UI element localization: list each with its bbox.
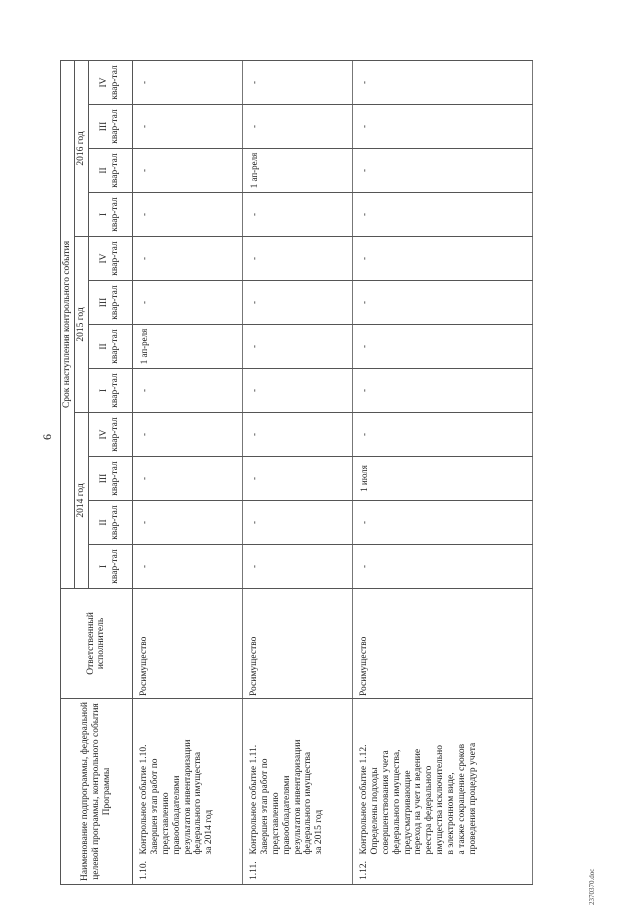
event-name-line: Завершен этап работ по [259,758,270,855]
responsible-executor: Росимущество [352,588,532,698]
quarter-cell: - [132,236,242,280]
responsible-executor: Росимущество [242,588,352,698]
quarter-label: квар-тал [110,153,121,188]
table-row [242,60,352,884]
event-name-line: реестра федерального [424,765,435,855]
event-name-line: результатов инвентаризации [292,739,303,855]
deadline-header: Срок наступления контрольного события [61,60,75,588]
table-header [61,60,133,884]
quarter-label: квар-тал [110,505,121,540]
row-number: 1.12. [352,857,532,885]
quarter-numeral: III [99,473,110,484]
quarter-numeral: III [99,297,110,308]
page-number: 6 [40,434,54,440]
event-name-line: Контрольное событие 1.11. [248,744,259,855]
event-name-line: а также сокращение сроков [457,743,468,855]
quarter-cell: - [132,412,242,456]
event-name-line: за 2015 год [314,809,325,855]
quarter-cell: - [242,412,352,456]
quarter-header [88,368,132,412]
event-name-line: имущества исключительно [435,745,446,855]
quarter-cell: - [352,236,532,280]
quarter-cell: - [132,60,242,104]
quarter-numeral: I [99,212,110,217]
quarter-header [88,324,132,368]
quarter-header [88,412,132,456]
quarter-label: квар-тал [110,241,121,276]
event-name-line: Контрольное событие 1.12. [358,744,369,855]
quarter-cell: - [242,192,352,236]
year-header: 2014 год [74,412,88,588]
quarter-numeral: IV [99,77,110,88]
quarter-label: квар-тал [110,109,121,144]
quarter-header [88,148,132,192]
quarter-cell: - [242,500,352,544]
quarter-label: квар-тал [110,373,121,408]
event-name-line: федерального имущества, [391,749,402,855]
quarter-numeral: II [99,519,110,526]
quarter-label: квар-тал [110,197,121,232]
quarter-numeral: I [99,388,110,393]
quarter-cell: - [242,324,352,368]
quarter-cell: - [352,280,532,324]
event-name-line: Завершен этап работ по [149,758,160,855]
year-header: 2015 год [74,236,88,412]
event-name-line: за 2014 год [204,809,215,855]
event-name-line: представлению [160,792,171,855]
event-name [352,698,532,856]
responsible-executor: Росимущество [132,588,242,698]
quarter-cell: - [242,236,352,280]
table-row [352,60,532,884]
quarter-label: квар-тал [110,329,121,364]
quarter-cell: - [132,456,242,500]
event-name [132,698,242,856]
footer-filename: 2370370.doc [588,868,596,905]
quarter-cell: - [132,148,242,192]
quarter-cell: - [132,368,242,412]
quarter-header [88,60,132,104]
quarter-cell: - [132,192,242,236]
quarter-label: квар-тал [110,549,121,584]
row-number: 1.10. [132,857,242,885]
quarter-cell: - [352,500,532,544]
quarter-cell: - [242,104,352,148]
quarter-cell: - [352,104,532,148]
event-name-line: федерального имущества [193,751,204,855]
quarter-numeral: II [99,343,110,350]
quarter-header [88,192,132,236]
event-name [242,698,352,856]
table-body [132,60,532,884]
quarter-label: квар-тал [110,65,121,100]
quarter-label: квар-тал [110,285,121,320]
quarter-label: квар-тал [110,417,121,452]
quarter-numeral: IV [99,429,110,440]
quarter-cell: 1 ап-реля [132,324,242,368]
quarter-cell: - [352,148,532,192]
quarter-cell: 1 июля [352,456,532,500]
event-name-line: проведения процедур учета [468,742,479,855]
quarter-cell: - [352,544,532,588]
event-name-line: представлению [270,792,281,855]
event-name-line: совершенствования учета [380,750,391,855]
quarter-cell: - [352,60,532,104]
row-number: 1.11. [242,857,352,885]
quarter-header [88,104,132,148]
event-name-line: правообладателями [171,775,182,855]
quarter-label: квар-тал [110,461,121,496]
quarter-numeral: III [99,121,110,132]
quarter-header [88,456,132,500]
quarter-numeral: IV [99,253,110,264]
quarter-numeral: II [99,167,110,174]
quarter-cell: 1 ап-реля [242,148,352,192]
quarter-cell: - [242,368,352,412]
quarter-cell: - [352,368,532,412]
event-name-line: результатов инвентаризации [182,739,193,855]
schedule-table [60,60,533,885]
rotated-table-container [60,65,580,885]
table-row [132,60,242,884]
quarter-numeral: I [99,564,110,569]
name-column-header: Наименование подпрограммы, федеральной целевой программы, контрольного события Программы [61,698,133,884]
event-name-line: правообладателями [281,775,292,855]
responsible-column-header: Ответственный исполнитель [61,588,133,698]
quarter-header [88,544,132,588]
quarter-header [88,236,132,280]
quarter-cell: - [132,104,242,148]
quarter-cell: - [132,544,242,588]
quarter-cell: - [352,412,532,456]
event-name-line: предусматривающие [402,770,413,855]
year-header: 2016 год [74,60,88,236]
event-name-line: в электронном виде, [446,772,457,855]
event-name-line: переход на учет и ведение [413,748,424,855]
quarter-cell: - [132,500,242,544]
quarter-cell: - [352,192,532,236]
quarter-cell: - [242,456,352,500]
quarter-cell: - [242,280,352,324]
quarter-cell: - [132,280,242,324]
event-name-line: Контрольное событие 1.10. [138,744,149,855]
quarter-cell: - [242,544,352,588]
event-name-line: федерального имущества [303,751,314,855]
quarter-header [88,500,132,544]
event-name-line: Определены подходы [369,767,380,855]
quarter-header [88,280,132,324]
quarter-cell: - [352,324,532,368]
quarter-cell: - [242,60,352,104]
